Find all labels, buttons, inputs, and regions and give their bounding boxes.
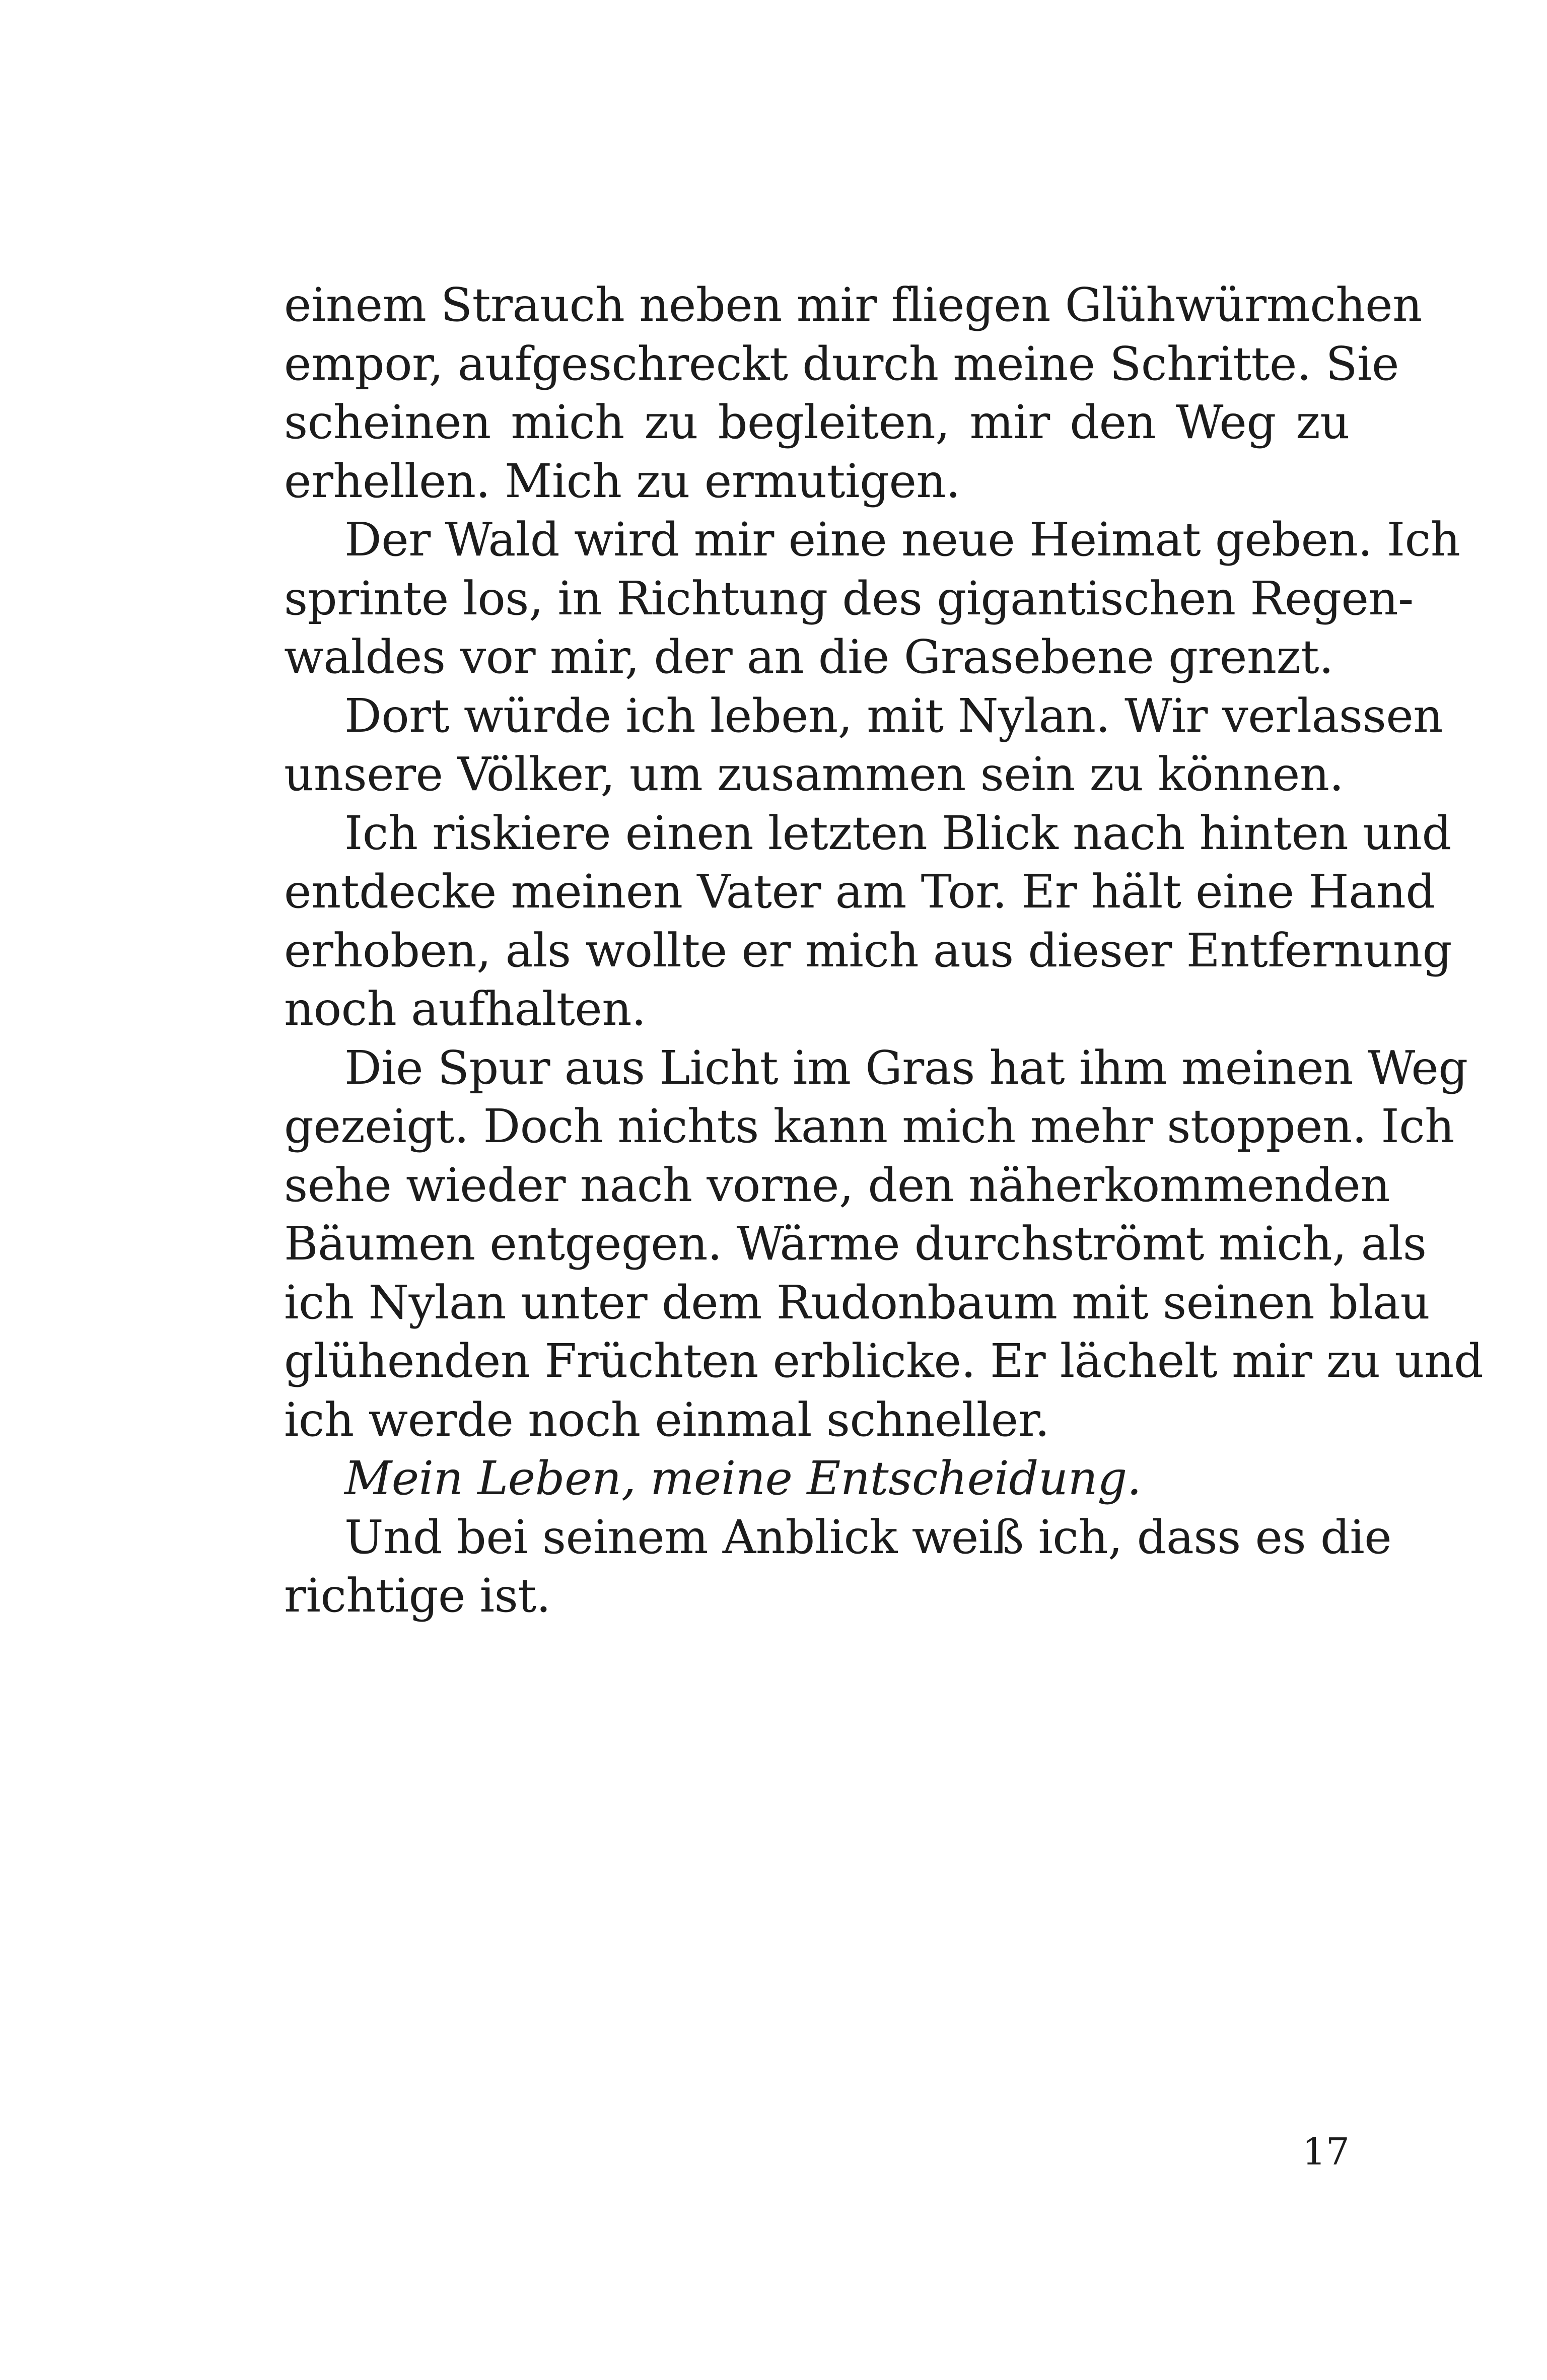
body-text <box>284 276 1484 1626</box>
italic-text-line: Mein Leben, meine Entscheidung. <box>344 1451 1142 1505</box>
text-line: erhellen. Mich zu ermutigen. <box>284 454 960 508</box>
text-line: waldes vor mir, der an die Grasebene grenzt. <box>284 630 1333 684</box>
text-line: ich werde noch einmal schneller. <box>284 1392 1049 1447</box>
text-line: entdecke meinen Vater am Tor. Er hält eine Hand <box>284 865 1435 919</box>
text-line: glühenden Früchten erblicke. Er lächelt mir zu und <box>284 1334 1484 1388</box>
text-line: noch aufhalten. <box>284 982 646 1036</box>
page-number: 17 <box>1302 2130 1350 2174</box>
text-line: richtige ist. <box>284 1569 551 1623</box>
text-line: sprinte los, in Richtung des gigantischen Regen- <box>284 571 1414 625</box>
text-line: Ich riskiere einen letzten Blick nach hinten und <box>344 806 1451 860</box>
text-line: einem Strauch neben mir fliegen Glühwürmchen <box>284 278 1422 332</box>
text-line: sehe wieder nach vorne, den näherkommenden <box>284 1158 1390 1212</box>
text-line: erhoben, als wollte er mich aus dieser Entfernung <box>284 923 1452 977</box>
text-line: gezeigt. Doch nichts kann mich mehr stoppen. Ich <box>284 1099 1454 1153</box>
text-line: empor, aufgeschreckt durch meine Schritte. Sie <box>284 336 1399 391</box>
text-line: Die Spur aus Licht im Gras hat ihm meinen Weg <box>344 1040 1468 1095</box>
text-line: Bäumen entgegen. Wärme durchströmt mich, als <box>284 1217 1427 1271</box>
text-line: Dort würde ich leben, mit Nylan. Wir verlassen <box>344 688 1443 743</box>
text-line: Und bei seinem Anblick weiß ich, dass es die <box>344 1510 1392 1564</box>
text-line: ich Nylan unter dem Rudonbaum mit seinen blau <box>284 1275 1430 1329</box>
text-line: scheinen mich zu begleiten, mir den Weg zu <box>284 395 1350 449</box>
text-line: Der Wald wird mir eine neue Heimat geben. Ich <box>344 513 1460 567</box>
text-line: unsere Völker, um zusammen sein zu können. <box>284 747 1344 801</box>
